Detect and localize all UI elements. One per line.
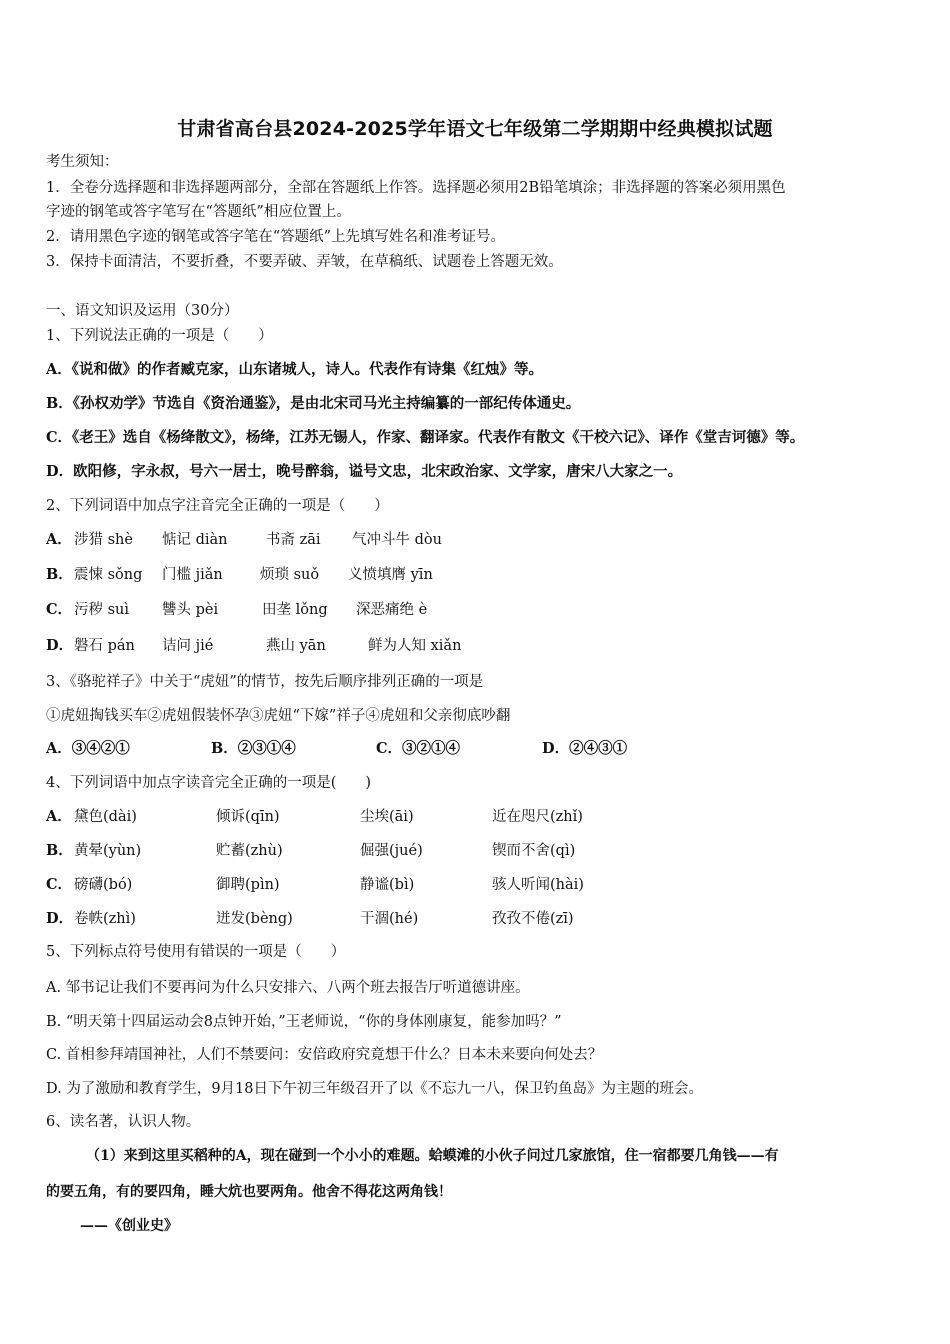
option-cell: 迸发(bèng) (216, 911, 293, 927)
q1-option: A．《说和做》的作者臧克家，山东诸城人，诗人。代表作有诗集《红烛》等。 (46, 361, 543, 378)
q3-option: B．②③①④ (211, 740, 296, 757)
option-cell: 静谧(bì) (360, 877, 415, 893)
q6-source: ——《创业史》 (80, 1218, 178, 1234)
option-cell: 深恶痛绝 è (356, 602, 428, 618)
question-stem: 2、下列词语中加点字注音完全正确的一项是（ ） (46, 498, 389, 514)
option-cell: 孜孜不倦(zī) (492, 911, 574, 927)
notice-item: 字迹的钢笔或答字笔写在“答题纸”相应位置上。 (46, 204, 351, 220)
option-cell: 门槛 jiǎn (162, 567, 223, 583)
option-cell: 田垄 lǒng (262, 602, 328, 618)
q1-option: B．《孙权劝学》节选自《资治通鉴》，是由北宋司马光主持编纂的一部纪传体通史。 (46, 395, 581, 412)
q3-option: C．③②①④ (376, 740, 461, 757)
option-label: C． (46, 601, 73, 618)
option-cell: 干涸(hé) (360, 911, 419, 927)
option-cell: 倔强(jué) (360, 843, 423, 859)
notice-heading: 考生须知： (46, 154, 119, 170)
option-cell: 讐头 pèi (162, 602, 219, 618)
notice-item: 3．保持卡面清洁，不要折叠，不要弄破、弄皱，在草稿纸、试题卷上答题无效。 (46, 254, 563, 270)
q1-option: C．《老王》选自《杨绛散文》，杨绛，江苏无锡人，作家、翻译家。代表作有散文《干校六记》、译作《堂吉诃德》等。 (46, 429, 805, 446)
q5-option: B. “明天第十四届运动会8点钟开始，”王老师说，“你的身体刚康复，能参加吗？” (46, 1014, 562, 1030)
option-label: A． (46, 808, 72, 825)
option-cell: 燕山 yān (266, 638, 326, 654)
option-cell: 黛色(dài) (74, 809, 137, 825)
option-label: D． (46, 910, 74, 927)
question-stem: 5、下列标点符号使用有错误的一项是（ ） (46, 944, 346, 960)
question-stem: 1、下列说法正确的一项是（ ） (46, 328, 273, 344)
option-cell: 义愤填膺 yīn (348, 567, 433, 583)
option-cell: 磅礴(bó) (74, 877, 133, 893)
q3-option: A．③④②① (46, 740, 130, 757)
q5-option: D. 为了激励和教育学生，9月18日下午初三年级召开了以《不忘九一八，保卫钓鱼岛》为主题的班会。 (46, 1081, 703, 1097)
q3-option: D．②④③① (542, 740, 628, 757)
option-label: A． (46, 531, 72, 548)
option-cell: 鲜为人知 xiǎn (368, 638, 462, 654)
question-stem: 3、《骆驼祥子》中关于“虎妞”的情节，按先后顺序排列正确的一项是 (46, 674, 484, 690)
option-label: D． (46, 637, 74, 654)
option-cell: 卷帙(zhì) (74, 911, 136, 927)
option-cell: 御聘(pìn) (216, 877, 280, 893)
question-stem: 6、读名著，认识人物。 (46, 1114, 201, 1130)
option-cell: 倾诉(qīn) (216, 809, 280, 825)
q5-option: A. 邹书记让我们不要再问为什么只安排六、八两个班去报告厅听道德讲座。 (46, 980, 530, 996)
option-cell: 气冲斗牛 dòu (352, 532, 442, 548)
option-cell: 磐石 pán (74, 638, 135, 654)
section-heading: 一、语文知识及运用（30分） (46, 303, 239, 319)
option-cell: 黄晕(yùn) (74, 843, 142, 859)
q1-option: D．欧阳修，字永叔，号六一居士，晚号醉翁，谥号文忠，北宋政治家、文学家，唐宋八大家之一。 (46, 463, 683, 480)
option-cell: 锲而不舍(qì) (492, 843, 576, 859)
q6-passage: 的要五角，有的要四角，睡大炕也要两角。他舍不得花这两角钱！ (46, 1184, 452, 1200)
option-cell: 震悚 sǒng (74, 567, 143, 583)
option-label: C． (46, 876, 73, 893)
question-stem: 4、下列词语中加点字读音完全正确的一项是( ) (46, 775, 372, 791)
option-cell: 惦记 diàn (162, 532, 228, 548)
option-label: B． (46, 842, 73, 859)
notice-item: 1．全卷分选择题和非选择题两部分，全部在答题纸上作答。选择题必须用2B铅笔填涂；非选择题的答案必须用黑色 (46, 180, 786, 196)
notice-item: 2．请用黑色字迹的钢笔或答字笔在“答题纸”上先填写姓名和准考证号。 (46, 229, 506, 245)
option-cell: 骇人听闻(hài) (492, 877, 584, 893)
option-cell: 污秽 suì (74, 602, 130, 618)
q5-option: C. 首相参拜靖国神社，人们不禁要问：安倍政府究竟想干什么？日本未来要向何处去？ (46, 1047, 603, 1063)
q6-passage: （1）来到这里买稻种的A，现在碰到一个小小的难题。蛤蟆滩的小伙子问过几家旅馆，住一宿都要几角钱——有 (86, 1148, 779, 1164)
option-label: B． (46, 566, 73, 583)
option-cell: 近在咫尺(zhǐ) (492, 809, 583, 825)
option-cell: 尘埃(āi) (360, 809, 414, 825)
q3-sequence: ①虎妞掏钱买车②虎妞假装怀孕③虎妞“下嫁”祥子④虎妞和父亲彻底吵翻 (46, 708, 511, 724)
exam-title: 甘肃省高台县2024-2025学年语文七年级第二学期期中经典模拟试题 (177, 118, 773, 140)
option-cell: 书斋 zāi (266, 532, 321, 548)
option-cell: 贮蓄(zhù) (216, 843, 283, 859)
option-cell: 涉猎 shè (74, 532, 133, 548)
option-cell: 诘问 jié (162, 638, 214, 654)
option-cell: 烦琐 suǒ (260, 567, 320, 583)
